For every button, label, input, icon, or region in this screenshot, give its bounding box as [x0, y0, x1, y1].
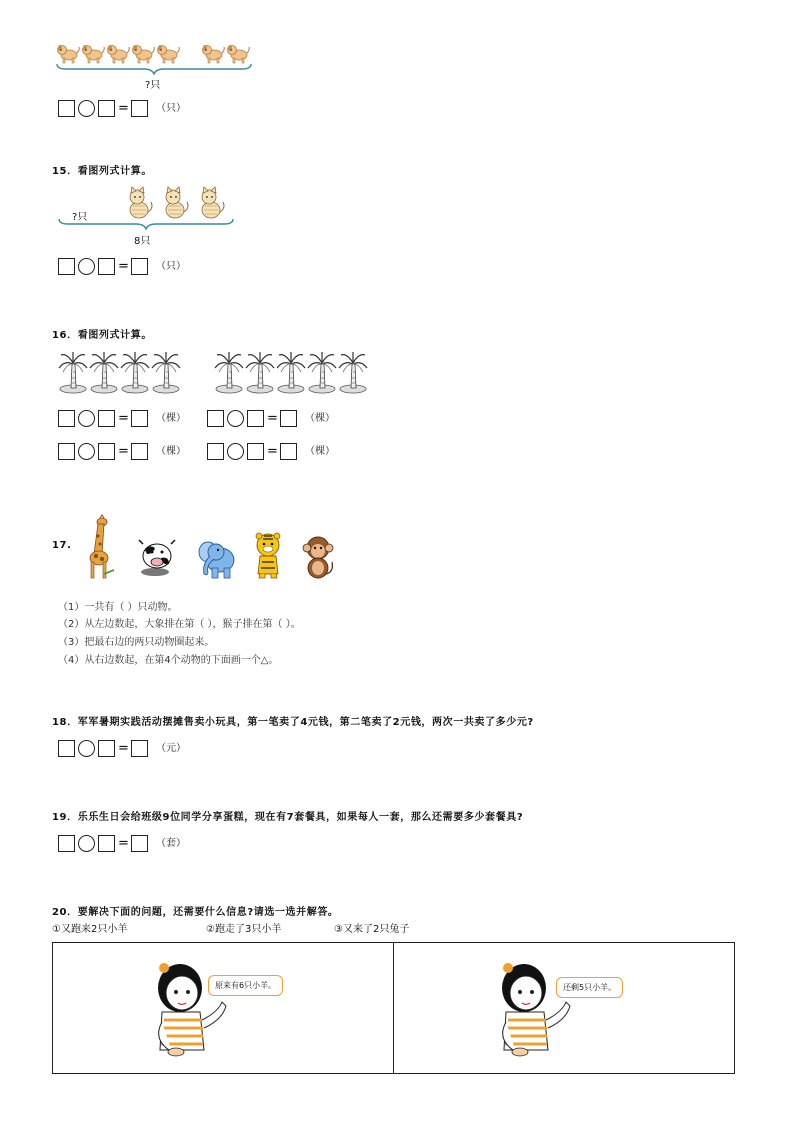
cat-icon	[196, 186, 226, 220]
q16-equation-3	[58, 443, 186, 460]
q15-left-label: ?只	[72, 212, 88, 223]
q20-title: 20．要解决下面的问题，还需要什么信息?请选一选并解答。	[52, 907, 339, 918]
equals-sign: =	[267, 411, 278, 426]
monkey-icon	[302, 534, 334, 580]
q15-equation	[58, 258, 186, 275]
answer-box[interactable]	[207, 443, 224, 460]
q19-equation	[58, 835, 186, 852]
operator-circle[interactable]	[78, 835, 95, 852]
answer-box[interactable]	[131, 443, 148, 460]
q18-title: 18．军军暑期实践活动摆摊售卖小玩具，第一笔卖了4元钱，第二笔卖了2元钱，两次一共卖了多少元?	[52, 717, 534, 728]
dog-icon	[81, 42, 105, 64]
q16-equation-2	[207, 410, 335, 427]
answer-box[interactable]	[58, 258, 75, 275]
cat-icon	[124, 186, 154, 220]
equals-sign: =	[118, 741, 129, 756]
q20-option-3[interactable]: ③又来了2只兔子	[334, 924, 410, 935]
operator-circle[interactable]	[78, 410, 95, 427]
answer-box[interactable]	[58, 740, 75, 757]
operator-circle[interactable]	[78, 740, 95, 757]
answer-box[interactable]	[131, 740, 148, 757]
unit-label: （棵）	[305, 446, 335, 457]
operator-circle[interactable]	[227, 410, 244, 427]
brace	[56, 63, 252, 75]
answer-box[interactable]	[98, 835, 115, 852]
dog-icon	[226, 42, 250, 64]
palm-tree-icon	[58, 350, 88, 394]
answer-box[interactable]	[58, 835, 75, 852]
operator-circle[interactable]	[227, 443, 244, 460]
palm-tree-icon	[89, 350, 119, 394]
speech-bubble-left: 原来有6只小羊。	[208, 975, 283, 996]
palm-tree-icon	[120, 350, 150, 394]
q17-item-2: （2）从左边数起，大象排在第（ ），猴子排在第（ ）。	[58, 619, 301, 630]
q17-item-3: （3）把最右边的两只动物圈起来。	[58, 637, 215, 648]
answer-box[interactable]	[247, 410, 264, 427]
cat-icon	[160, 186, 190, 220]
q15-title: 15．看图列式计算。	[52, 166, 152, 177]
equals-sign: =	[118, 444, 129, 459]
elephant-icon	[196, 534, 238, 580]
q15-brace	[58, 218, 234, 230]
answer-box[interactable]	[98, 443, 115, 460]
answer-box[interactable]	[131, 835, 148, 852]
q16-equation-1	[58, 410, 186, 427]
palm-tree-icon	[151, 350, 181, 394]
q16-trees-right	[214, 350, 368, 394]
answer-box[interactable]	[131, 100, 148, 117]
answer-box[interactable]	[207, 410, 224, 427]
q15-brace-label: 8只	[134, 236, 151, 247]
dog-icon	[156, 42, 180, 64]
q15-cats	[124, 186, 226, 220]
equals-sign: =	[118, 411, 129, 426]
q18-equation	[58, 740, 186, 757]
answer-box[interactable]	[58, 443, 75, 460]
q14-equation	[58, 100, 186, 117]
answer-box[interactable]	[98, 100, 115, 117]
dog-icon	[131, 42, 155, 64]
dog-icon	[106, 42, 130, 64]
unit-label: （棵）	[156, 446, 186, 457]
dog-icon	[201, 42, 225, 64]
answer-box[interactable]	[247, 443, 264, 460]
q16-trees-left	[58, 350, 181, 394]
equals-sign: =	[118, 836, 129, 851]
unit-label: （只）	[156, 103, 186, 114]
palm-tree-icon	[214, 350, 244, 394]
answer-box[interactable]	[98, 740, 115, 757]
palm-tree-icon	[307, 350, 337, 394]
palm-tree-icon	[338, 350, 368, 394]
operator-circle[interactable]	[78, 258, 95, 275]
palm-tree-icon	[245, 350, 275, 394]
q17-item-4: （4）从右边数起，在第4个动物的下面画一个△。	[58, 655, 279, 666]
answer-box[interactable]	[98, 410, 115, 427]
q16-title: 16．看图列式计算。	[52, 330, 152, 341]
unit-label: （套）	[156, 838, 186, 849]
q16-equation-4	[207, 443, 335, 460]
q19-title: 19．乐乐生日会给班级9位同学分享蛋糕，现在有7套餐具，如果每人一套，那么还需要多少套餐具?	[52, 812, 524, 823]
unit-label: （棵）	[156, 413, 186, 424]
answer-box[interactable]	[58, 410, 75, 427]
equals-sign: =	[118, 101, 129, 116]
girl-icon	[484, 960, 574, 1060]
dog-icon	[56, 42, 80, 64]
q20-option-2[interactable]: ②跑走了3只小羊	[206, 924, 282, 935]
palm-tree-icon	[276, 350, 306, 394]
unit-label: （棵）	[305, 413, 335, 424]
operator-circle[interactable]	[78, 100, 95, 117]
q20-option-1[interactable]: ①又跑来2只小羊	[52, 924, 128, 935]
equals-sign: =	[118, 259, 129, 274]
equals-sign: =	[267, 444, 278, 459]
answer-box[interactable]	[280, 443, 297, 460]
cow-icon	[137, 536, 177, 578]
q17-item-1: （1）一共有（ ）只动物。	[58, 602, 178, 613]
answer-box[interactable]	[280, 410, 297, 427]
q14-brace-label: ?只	[145, 80, 161, 91]
q14-picture	[56, 40, 256, 80]
answer-box[interactable]	[131, 258, 148, 275]
unit-label: （元）	[156, 743, 186, 754]
speech-bubble-right: 还剩5只小羊。	[556, 977, 623, 998]
unit-label: （只）	[156, 261, 186, 272]
q17-number: 17.	[52, 540, 72, 551]
answer-box[interactable]	[58, 100, 75, 117]
giraffe-icon	[86, 514, 116, 580]
answer-box[interactable]	[98, 258, 115, 275]
tiger-icon	[252, 532, 284, 580]
answer-box[interactable]	[131, 410, 148, 427]
operator-circle[interactable]	[78, 443, 95, 460]
